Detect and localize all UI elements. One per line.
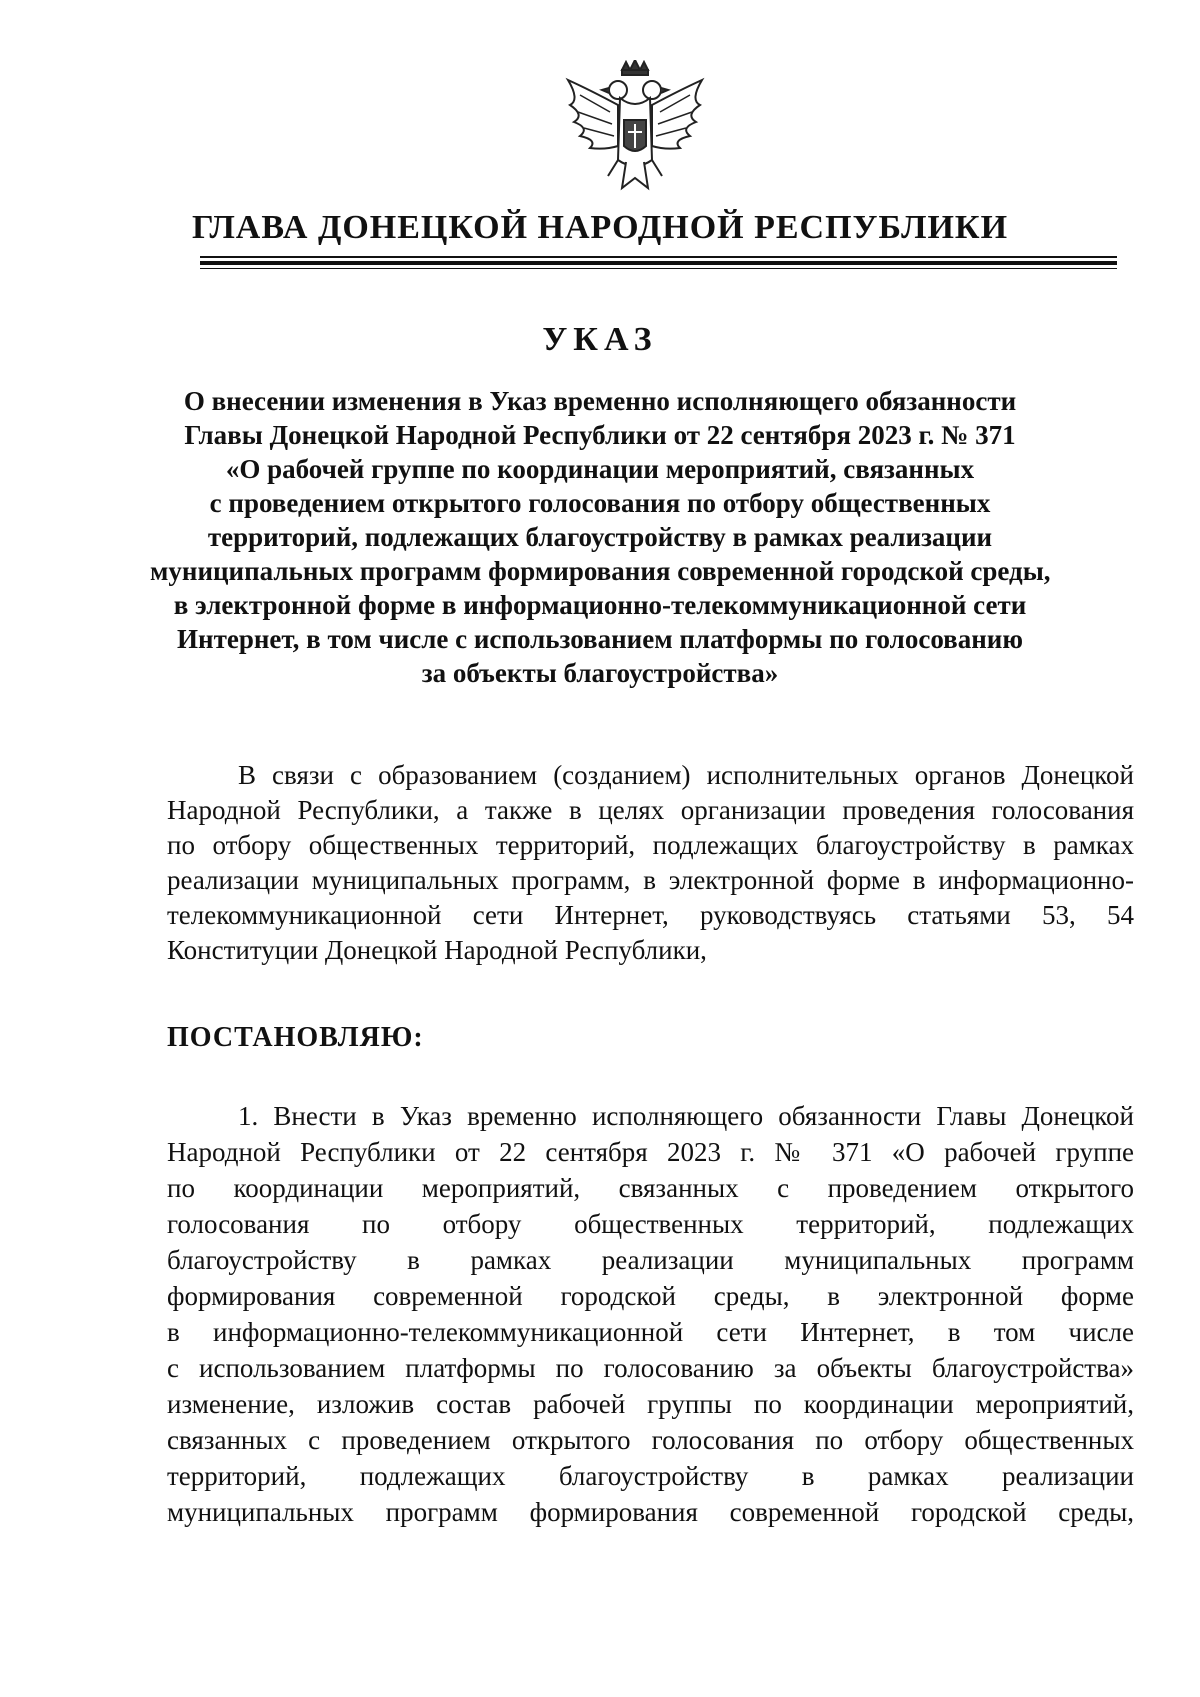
header-divider-thin-bottom: [200, 268, 1117, 269]
clause-line: 1. Внести в Указ временно исполняющего обязанности Главы Донецкой: [238, 1101, 1134, 1131]
clause-line: с использованием платформы по голосованию за объекты благоустройства»: [167, 1353, 1134, 1383]
subject-line: за объекты благоустройства»: [421, 658, 779, 688]
clause-line: территорий, подлежащих благоустройству в рамках реализации: [167, 1461, 1134, 1491]
preamble-line: реализации муниципальных программ, в электронной форме в информационно-: [167, 865, 1134, 895]
subject-line: Главы Донецкой Народной Республики от 22 сентября 2023 г. № 371: [184, 420, 1016, 450]
clause-line: благоустройству в рамках реализации муниципальных программ: [167, 1245, 1134, 1275]
clause-1-paragraph: [167, 1098, 1134, 1530]
clause-line: Народной Республики от 22 сентября 2023 г. № 371 «О рабочей группе: [167, 1137, 1134, 1167]
coat-of-arms-icon: [560, 60, 710, 200]
clause-line: в информационно-телекоммуникационной сети Интернет, в том числе: [167, 1317, 1134, 1347]
preamble-line: по отбору общественных территорий, подлежащих благоустройству в рамках: [167, 830, 1134, 860]
header-divider-thin-top: [200, 256, 1117, 258]
subject-line: муниципальных программ формирования современной городской среды,: [150, 556, 1051, 586]
clause-line: голосования по отбору общественных территорий, подлежащих: [167, 1209, 1134, 1239]
header-divider-thick: [200, 261, 1117, 265]
clause-line: по координации мероприятий, связанных с проведением открытого: [167, 1173, 1134, 1203]
preamble-line: В связи с образованием (созданием) исполнительных органов Донецкой: [238, 760, 1134, 790]
organization-title: ГЛАВА ДОНЕЦКОЙ НАРОДНОЙ РЕСПУБЛИКИ: [191, 209, 1009, 246]
subject-line: территорий, подлежащих благоустройству в рамках реализации: [207, 522, 993, 552]
preamble-line: Конституции Донецкой Народной Республики,: [167, 935, 707, 965]
subject-line: в электронной форме в информационно-телекоммуникационной сети: [173, 590, 1027, 620]
clause-line: формирования современной городской среды, в электронной форме: [167, 1281, 1134, 1311]
subject-line: О внесении изменения в Указ временно исполняющего обязанности: [183, 386, 1017, 416]
preamble-paragraph: [167, 758, 1134, 968]
preamble-line: Народной Республики, а также в целях организации проведения голосования: [167, 795, 1134, 825]
clause-line: муниципальных программ формирования современной городской среды,: [167, 1497, 1134, 1527]
clause-line: изменение, изложив состав рабочей группы по координации мероприятий,: [167, 1389, 1134, 1419]
subject-line: «О рабочей группе по координации мероприятий, связанных: [225, 454, 975, 484]
decree-word: ПОСТАНОВЛЯЮ:: [167, 1022, 424, 1053]
document-subject: [150, 384, 1050, 690]
clause-line: связанных с проведением открытого голосования по отбору общественных: [167, 1425, 1134, 1455]
preamble-line: телекоммуникационной сети Интернет, руководствуясь статьями 53, 54: [167, 900, 1134, 930]
subject-line: с проведением открытого голосования по отбору общественных: [209, 488, 991, 518]
document-type: УКАЗ: [542, 321, 658, 358]
subject-line: Интернет, в том числе с использованием платформы по голосованию: [177, 624, 1023, 654]
